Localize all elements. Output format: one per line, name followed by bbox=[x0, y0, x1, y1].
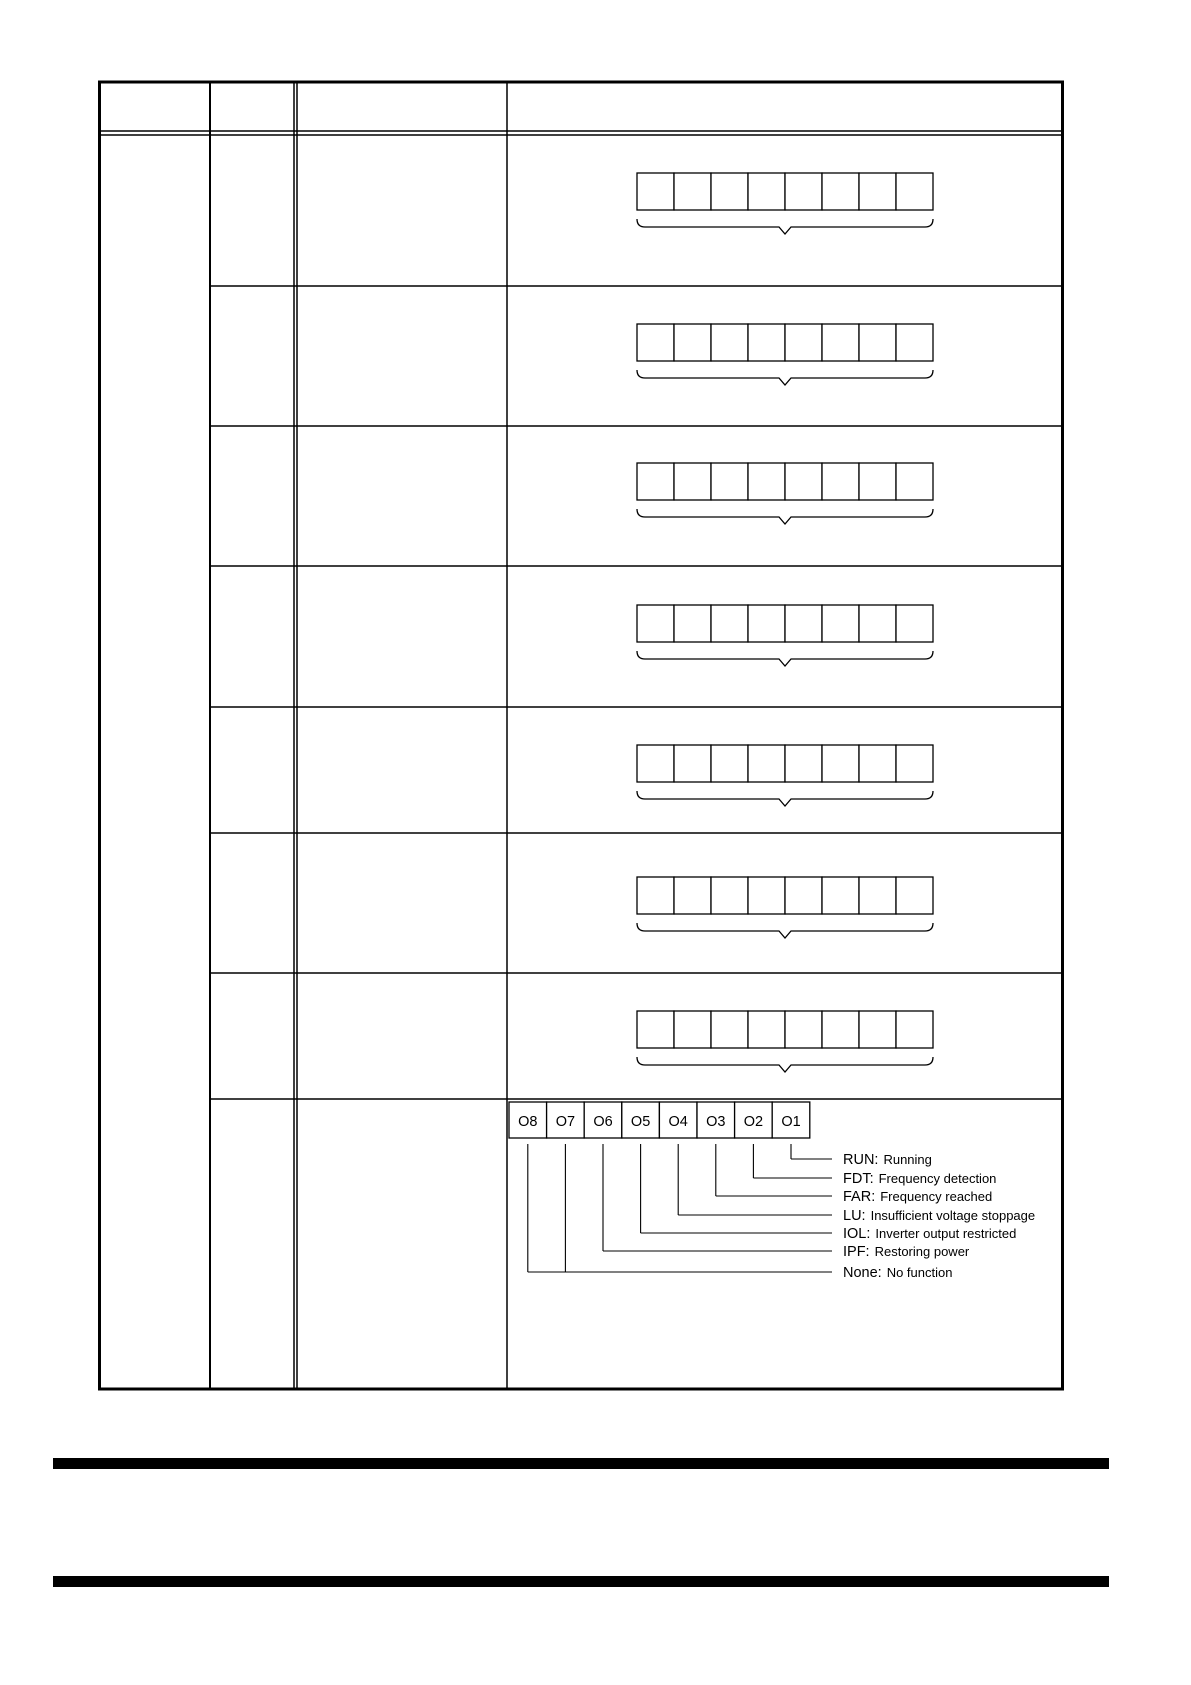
legend-abbr: None: bbox=[843, 1265, 882, 1281]
bit-group-brace bbox=[637, 509, 933, 524]
bit-cell bbox=[859, 745, 896, 782]
legend-abbr: IOL: bbox=[843, 1226, 871, 1242]
bit-group-brace bbox=[637, 370, 933, 385]
legend-abbr: RUN: bbox=[843, 1152, 879, 1168]
table-rows bbox=[210, 173, 1063, 1099]
bit-cell bbox=[859, 324, 896, 361]
output-terminal-diagram bbox=[509, 1102, 1035, 1281]
legend-text bbox=[843, 1244, 970, 1260]
bit-cell bbox=[637, 877, 674, 914]
legend-desc: Insufficient voltage stoppage bbox=[870, 1208, 1036, 1223]
bit-group-brace bbox=[637, 923, 933, 938]
bit-cell bbox=[859, 463, 896, 500]
bit-cell bbox=[711, 605, 748, 642]
bit-cell bbox=[674, 745, 711, 782]
bit-group-brace bbox=[637, 651, 933, 666]
register-row bbox=[210, 463, 1063, 566]
bit-cell bbox=[859, 1011, 896, 1048]
legend-desc: Frequency detection bbox=[878, 1171, 997, 1186]
legend-text bbox=[843, 1152, 932, 1168]
legend-desc: Inverter output restricted bbox=[875, 1226, 1017, 1241]
legend-abbr: IPF: bbox=[843, 1244, 870, 1260]
bit-cell bbox=[674, 605, 711, 642]
register-row bbox=[210, 745, 1063, 833]
bit-cell bbox=[674, 877, 711, 914]
bit-cell bbox=[859, 877, 896, 914]
bit-cell bbox=[748, 173, 785, 210]
bit-cell bbox=[637, 745, 674, 782]
register-row bbox=[210, 173, 1063, 286]
bit-cell bbox=[637, 605, 674, 642]
bit-cell bbox=[822, 877, 859, 914]
register-row bbox=[210, 605, 1063, 707]
legend-text bbox=[843, 1226, 1016, 1242]
bit-cell bbox=[822, 463, 859, 500]
legend-text bbox=[843, 1208, 1035, 1224]
bit-cell bbox=[822, 745, 859, 782]
bit-cell bbox=[637, 463, 674, 500]
legend-text bbox=[843, 1189, 992, 1205]
output-terminal-label: O4 bbox=[668, 1114, 688, 1130]
bit-cell bbox=[711, 324, 748, 361]
bit-cell bbox=[785, 745, 822, 782]
footer-rule-top bbox=[53, 1458, 1109, 1469]
bit-cell bbox=[711, 877, 748, 914]
register-row bbox=[210, 877, 1063, 973]
bit-cell bbox=[711, 745, 748, 782]
bit-cell bbox=[748, 877, 785, 914]
output-terminal-label: O6 bbox=[593, 1114, 613, 1130]
bit-cell bbox=[785, 877, 822, 914]
bit-cell bbox=[637, 173, 674, 210]
bit-group-brace bbox=[637, 791, 933, 806]
bit-cell bbox=[711, 463, 748, 500]
footer-rule-bottom bbox=[53, 1576, 1109, 1587]
bit-cell bbox=[896, 605, 933, 642]
bit-cell bbox=[711, 1011, 748, 1048]
bit-cell bbox=[859, 605, 896, 642]
bit-cell bbox=[896, 877, 933, 914]
bit-cell bbox=[674, 173, 711, 210]
bit-cell bbox=[785, 1011, 822, 1048]
legend-desc: No function bbox=[886, 1265, 953, 1280]
bit-cell bbox=[822, 1011, 859, 1048]
bit-cell bbox=[748, 605, 785, 642]
output-terminal-label: O3 bbox=[706, 1114, 726, 1130]
bit-cell bbox=[822, 605, 859, 642]
output-terminal-label: O2 bbox=[743, 1114, 764, 1130]
bit-cell bbox=[785, 463, 822, 500]
bit-cell bbox=[674, 463, 711, 500]
legend-desc: Running bbox=[883, 1152, 932, 1167]
bit-cell bbox=[896, 324, 933, 361]
bit-cell bbox=[896, 173, 933, 210]
bit-cell bbox=[822, 173, 859, 210]
bit-cell bbox=[674, 324, 711, 361]
bit-cell bbox=[711, 173, 748, 210]
bit-cell bbox=[674, 1011, 711, 1048]
legend-text bbox=[843, 1171, 996, 1187]
register-row bbox=[210, 1011, 1063, 1099]
bit-cell bbox=[785, 173, 822, 210]
bit-cell bbox=[748, 324, 785, 361]
bit-cell bbox=[822, 324, 859, 361]
output-terminal-label: O7 bbox=[555, 1114, 576, 1130]
bit-group-brace bbox=[637, 219, 933, 234]
bit-cell bbox=[637, 1011, 674, 1048]
bit-cell bbox=[785, 605, 822, 642]
bit-cell bbox=[785, 324, 822, 361]
bit-group-brace bbox=[637, 1057, 933, 1072]
register-row bbox=[210, 324, 1063, 426]
legend-desc: Restoring power bbox=[874, 1244, 970, 1259]
bit-cell bbox=[637, 324, 674, 361]
bit-cell bbox=[748, 463, 785, 500]
legend-abbr: FAR: bbox=[843, 1189, 876, 1205]
output-terminal-label: O1 bbox=[781, 1114, 801, 1130]
bit-cell bbox=[896, 463, 933, 500]
bit-cell bbox=[859, 173, 896, 210]
legend-item bbox=[791, 1144, 932, 1168]
legend-abbr: FDT: bbox=[843, 1171, 874, 1187]
output-terminal-label: O8 bbox=[518, 1114, 538, 1130]
bit-cell bbox=[748, 1011, 785, 1048]
bit-cell bbox=[896, 1011, 933, 1048]
legend-desc: Frequency reached bbox=[880, 1189, 993, 1204]
legend-abbr: LU: bbox=[843, 1208, 866, 1224]
output-terminal-label: O5 bbox=[630, 1114, 651, 1130]
bit-cell bbox=[896, 745, 933, 782]
bit-cell bbox=[748, 745, 785, 782]
legend-text bbox=[843, 1265, 952, 1281]
